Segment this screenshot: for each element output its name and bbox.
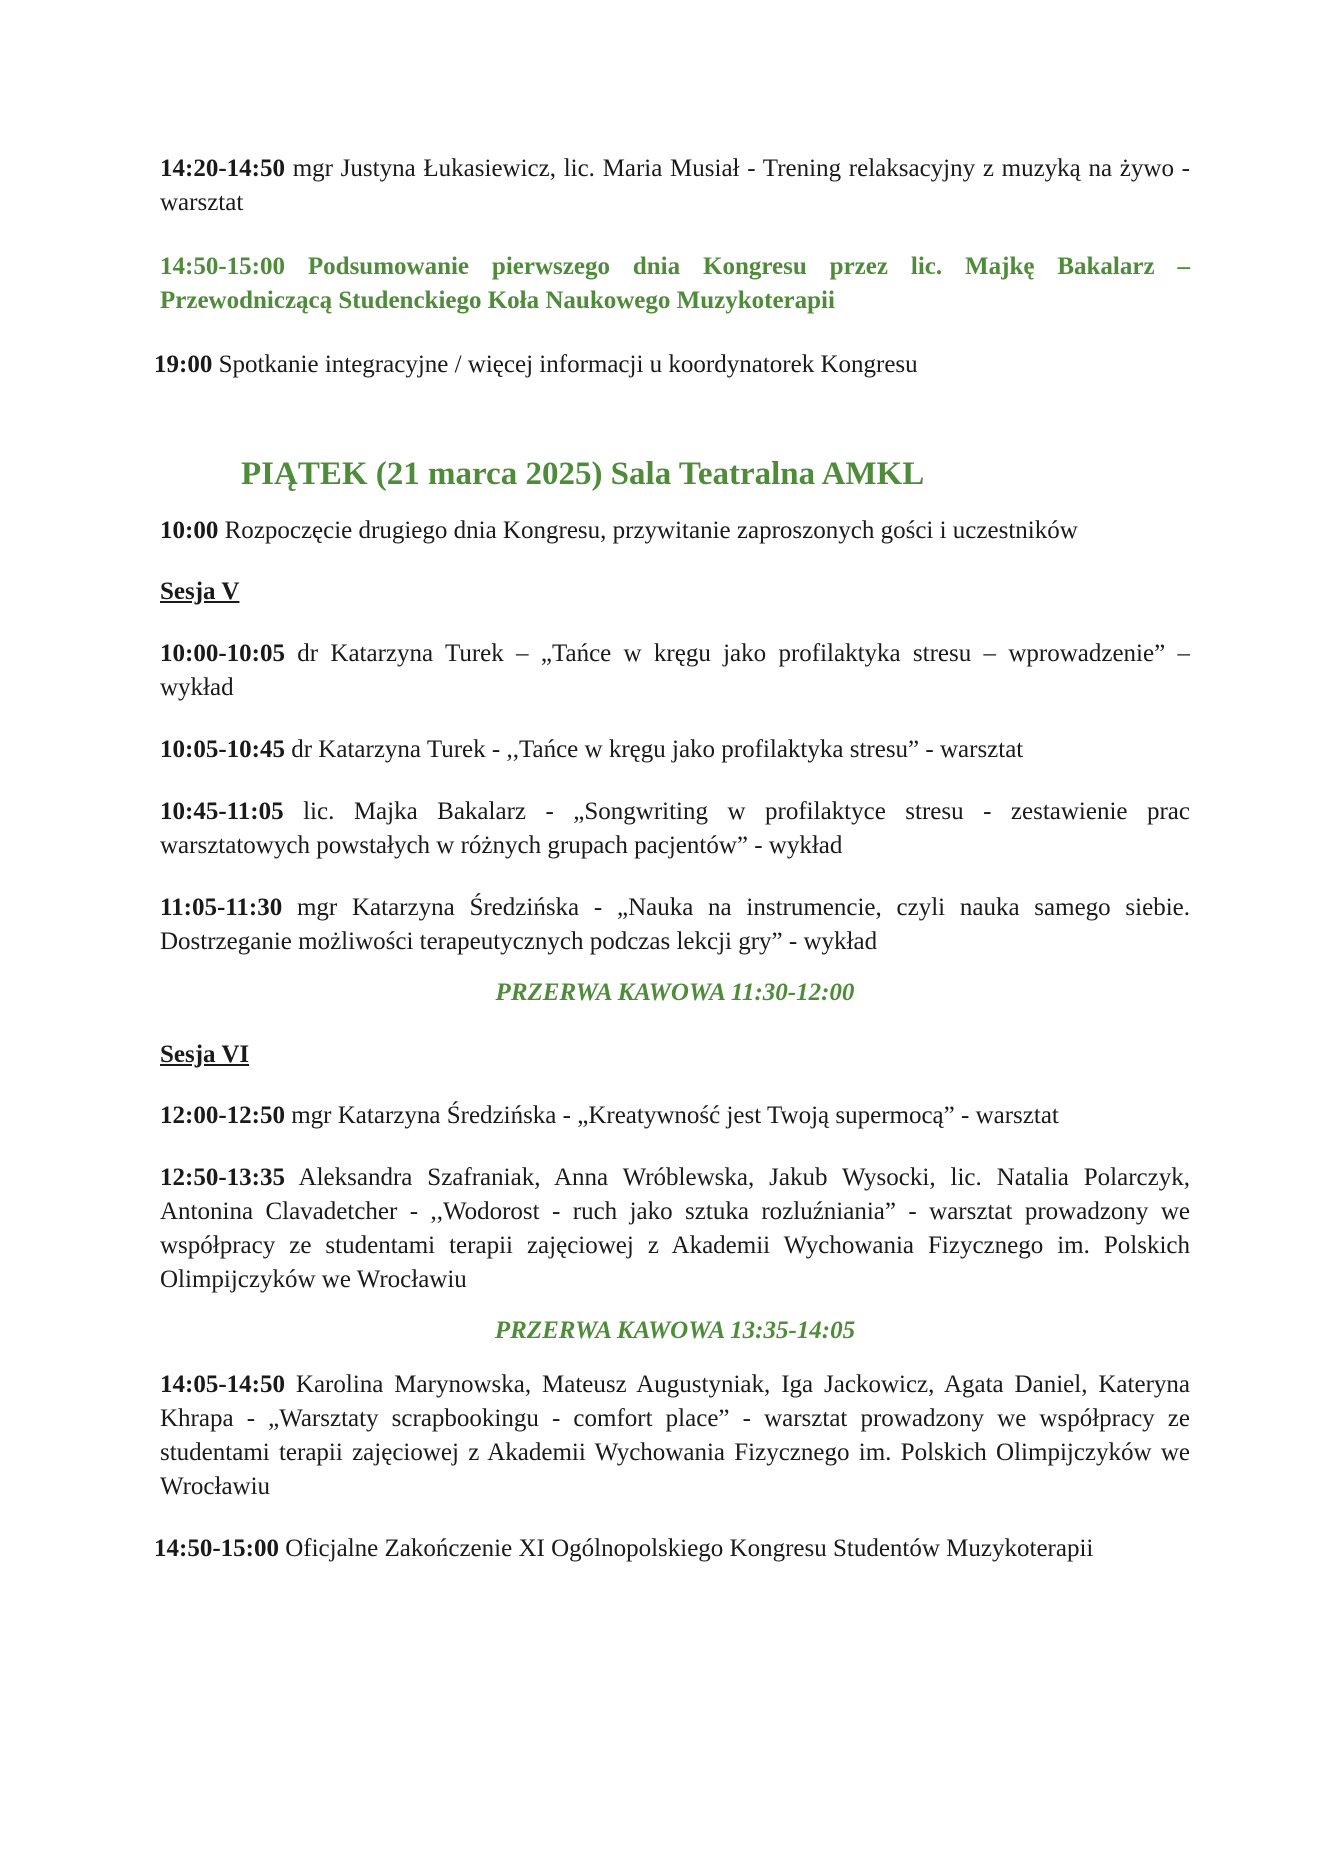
entry-time: 10:00 (160, 517, 219, 544)
entry-time: 19:00 (154, 351, 213, 378)
entry-text: Karolina Marynowska, Mateusz Augustyniak, Iga Jackowicz, Agata Daniel, Kateryna Khrapa - „Warsztaty scrapbookingu - comfort place” - warsztat prowadzony we współpracy ze studentami terapii zajęciowej z Akademii Wychowania Fizycznego im. Polskich Olimpijczyków we Wrocławiu (160, 1371, 1190, 1500)
entry-text: Aleksandra Szafraniak, Anna Wróblewska, Jakub Wysocki, lic. Natalia Polarczyk, Antonina Clavadetcher - ,,Wodorost - ruch jako sztuka rozluźniania” - warsztat prowadzony we współpracy ze studentami terapii zajęciowej z Akademii Wychowania Fizycznego im. Polskich Olimpijczyków we Wrocławiu (160, 1164, 1190, 1293)
schedule-entry (154, 348, 1190, 382)
entry-text: Oficjalne Zakończenie XI Ogólnopolskiego Kongresu Studentów Muzykoterapii (278, 1535, 1094, 1562)
coffee-break: PRZERWA KAWOWA 11:30-12:00 (495, 979, 855, 1006)
entry-time: 12:50-13:35 (160, 1164, 285, 1191)
entry-text: lic. Majka Bakalarz - „Songwriting w profilaktyce stresu - zestawienie prac warsztatowych powstałych w różnych grupach pacjentów” - wykład (160, 798, 1190, 859)
entry-time: 12:00-12:50 (160, 1102, 285, 1129)
schedule-entry (160, 1368, 1190, 1504)
session-title: Sesja VI (160, 1041, 250, 1068)
coffee-break: PRZERWA KAWOWA 13:35-14:05 (494, 1317, 856, 1344)
entry-time: 14:50-15:00 (154, 1535, 279, 1562)
document-page (154, 152, 1190, 1566)
schedule-entry (160, 637, 1190, 705)
entry-time: 14:20-14:50 (160, 155, 285, 182)
day-heading: PIĄTEK (21 marca 2025) Sala Teatralna AMKL (241, 456, 925, 492)
schedule-entry (160, 152, 1190, 220)
entry-time: 11:05-11:30 (160, 894, 283, 921)
entry-time: 14:05-14:50 (160, 1371, 285, 1398)
schedule-entry (160, 891, 1190, 959)
entry-text: mgr Justyna Łukasiewicz, lic. Maria Musiał - Trening relaksacyjny z muzyką na żywo - warsztat (160, 155, 1190, 216)
schedule-entry (160, 795, 1190, 863)
entry-time: 10:45-11:05 (160, 798, 284, 825)
entry-text: mgr Katarzyna Średzińska - „Kreatywność jest Twoją supermocą” - warsztat (284, 1102, 1059, 1129)
schedule-entry (160, 1161, 1190, 1297)
entry-time: 10:00-10:05 (160, 640, 285, 667)
schedule-entry (160, 1099, 1190, 1133)
entry-text: mgr Katarzyna Średzińska - „Nauka na instrumencie, czyli nauka samego siebie. Dostrzeganie możliwości terapeutycznych podczas lekcji gry” - wykład (160, 894, 1190, 955)
schedule-entry (160, 733, 1190, 767)
entry-text: dr Katarzyna Turek – „Tańce w kręgu jako profilaktyka stresu – wprowadzenie” – wykład (160, 640, 1190, 701)
session-title: Sesja V (160, 578, 240, 605)
entry-time: 10:05-10:45 (160, 736, 285, 763)
summary-entry: 14:50-15:00 Podsumowanie pierwszego dnia Kongresu przez lic. Majkę Bakalarz – Przewodniczącą Studenckiego Koła Naukowego Muzykoterapii (160, 253, 1190, 314)
schedule-entry (160, 514, 1190, 548)
entry-text: Rozpoczęcie drugiego dnia Kongresu, przywitanie zaproszonych gości i uczestników (218, 517, 1078, 544)
schedule-entry (154, 1532, 1190, 1566)
entry-text: dr Katarzyna Turek - ,,Tańce w kręgu jako profilaktyka stresu” - warsztat (284, 736, 1024, 763)
entry-text: Spotkanie integracyjne / więcej informacji u koordynatorek Kongresu (212, 351, 918, 378)
